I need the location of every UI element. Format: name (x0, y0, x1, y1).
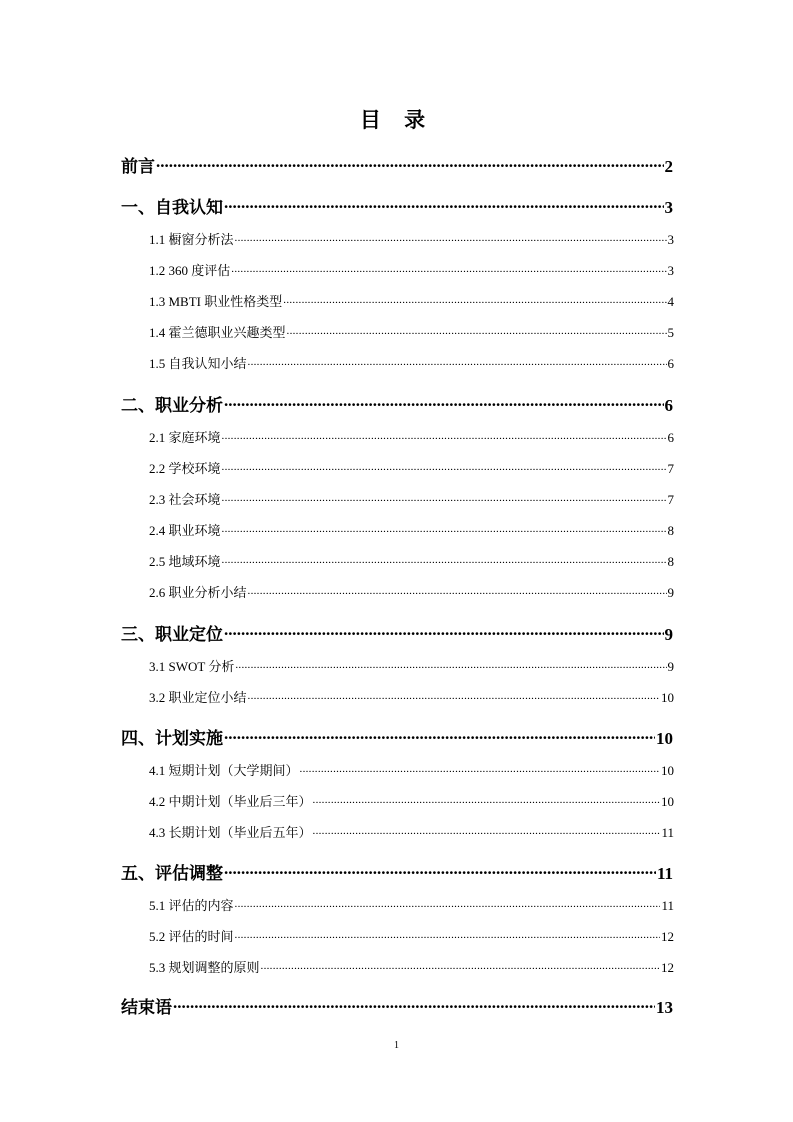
toc-section-entry[interactable] (149, 260, 674, 279)
toc-dot-leader (313, 793, 660, 806)
toc-entry-page-number: 11 (656, 864, 673, 883)
toc-section-entry[interactable] (149, 895, 674, 914)
toc-entry-label: 结束语 (121, 998, 172, 1018)
toc-dot-leader (224, 394, 664, 411)
toc-entry-page-number: 3 (664, 198, 673, 217)
toc-dot-leader (235, 928, 660, 941)
toc-dot-leader (222, 460, 667, 473)
toc-entry-page-number: 6 (667, 430, 674, 445)
toc-section-entry[interactable] (149, 458, 674, 477)
toc-entry-label: 5.1 评估的内容 (149, 898, 234, 913)
toc-entry-label: 5.3 规划调整的原则 (149, 960, 260, 975)
toc-entry-page-number: 9 (667, 585, 674, 600)
toc-section-entry[interactable] (149, 656, 674, 675)
toc-entry-page-number: 9 (667, 659, 674, 674)
toc-dot-leader (222, 522, 667, 535)
toc-entry-label: 4.2 中期计划（毕业后三年） (149, 794, 312, 809)
toc-entry-label: 4.1 短期计划（大学期间） (149, 763, 299, 778)
toc-title: 目 录 (359, 108, 434, 132)
toc-dot-leader (156, 155, 664, 172)
toc-entry-label: 1.2 360 度评估 (149, 263, 231, 278)
toc-entry-page-number: 10 (656, 729, 673, 748)
toc-entry-label: 2.5 地域环境 (149, 554, 221, 569)
toc-entry-label: 1.5 自我认知小结 (149, 356, 247, 371)
toc-entry-page-number: 7 (667, 461, 674, 476)
toc-section-entry[interactable] (149, 322, 674, 341)
toc-entry-label: 3.2 职业定位小结 (149, 690, 247, 705)
page-number: 1 (394, 1040, 399, 1051)
toc-dot-leader (283, 293, 666, 306)
toc-section-entry[interactable] (149, 822, 674, 841)
toc-entry-label: 一、自我认知 (121, 198, 223, 218)
toc-entry-page-number: 3 (667, 263, 674, 278)
toc-entry-label: 2.6 职业分析小结 (149, 585, 247, 600)
toc-section-entry[interactable] (149, 791, 674, 810)
toc-section-entry[interactable] (149, 582, 674, 601)
toc-chapter-entry[interactable] (121, 859, 673, 884)
toc-section-entry[interactable] (149, 760, 674, 779)
toc-chapter-entry[interactable] (121, 724, 673, 749)
toc-entry-label: 四、计划实施 (121, 729, 223, 749)
toc-entry-label: 2.4 职业环境 (149, 523, 221, 538)
toc-dot-leader (173, 996, 655, 1013)
toc-dot-leader (222, 553, 667, 566)
toc-entry-page-number: 10 (661, 794, 674, 809)
toc-section-entry[interactable] (149, 291, 674, 310)
toc-section-entry[interactable] (149, 229, 674, 248)
toc-entry-page-number: 6 (667, 356, 674, 371)
toc-chapter-entry[interactable] (121, 993, 673, 1018)
toc-entry-page-number: 2 (664, 157, 673, 176)
toc-entry-page-number: 12 (661, 929, 674, 944)
toc-dot-leader (287, 324, 667, 337)
toc-entry-label: 三、职业定位 (121, 625, 223, 645)
toc-entry-page-number: 12 (661, 960, 674, 975)
toc-entry-label: 5.2 评估的时间 (149, 929, 234, 944)
toc-entry-page-number: 13 (656, 998, 673, 1017)
toc-entry-page-number: 4 (667, 294, 674, 309)
toc-entry-label: 2.2 学校环境 (149, 461, 221, 476)
toc-entry-page-number: 8 (667, 554, 674, 569)
toc-chapter-entry[interactable] (121, 391, 673, 416)
toc-section-entry[interactable] (149, 520, 674, 539)
toc-entry-page-number: 10 (661, 690, 674, 705)
toc-entry-label: 前言 (121, 157, 155, 177)
toc-dot-leader (224, 862, 656, 879)
toc-entry-label: 五、评估调整 (121, 864, 223, 884)
toc-entry-page-number: 10 (661, 763, 674, 778)
toc-dot-leader (300, 762, 660, 775)
toc-dot-leader (248, 584, 667, 597)
toc-entry-page-number: 3 (667, 232, 674, 247)
toc-section-entry[interactable] (149, 926, 674, 945)
toc-section-entry[interactable] (149, 353, 674, 372)
toc-entry-page-number: 8 (667, 523, 674, 538)
toc-entry-label: 2.3 社会环境 (149, 492, 221, 507)
toc-dot-leader (235, 231, 667, 244)
toc-entry-page-number: 6 (664, 396, 673, 415)
toc-chapter-entry[interactable] (121, 193, 673, 218)
toc-entry-label: 4.3 长期计划（毕业后五年） (149, 825, 312, 840)
toc-entry-page-number: 7 (667, 492, 674, 507)
toc-dot-leader (224, 623, 664, 640)
toc-dot-leader (231, 262, 666, 275)
toc-dot-leader (235, 658, 666, 671)
toc-dot-leader (248, 355, 667, 368)
toc-entry-label: 1.3 MBTI 职业性格类型 (149, 294, 283, 309)
toc-entry-label: 3.1 SWOT 分析 (149, 659, 235, 674)
toc-section-entry[interactable] (149, 687, 674, 706)
toc-entry-page-number: 11 (661, 898, 674, 913)
toc-dot-leader (235, 897, 661, 910)
toc-dot-leader (222, 491, 667, 504)
toc-dot-leader (224, 196, 664, 213)
toc-entry-page-number: 9 (664, 625, 673, 644)
toc-dot-leader (261, 959, 660, 972)
toc-entry-label: 1.1 橱窗分析法 (149, 232, 234, 247)
toc-dot-leader (248, 689, 660, 702)
toc-chapter-entry[interactable] (121, 152, 673, 177)
toc-dot-leader (224, 727, 655, 744)
toc-entry-page-number: 5 (667, 325, 674, 340)
toc-dot-leader (222, 429, 667, 442)
toc-dot-leader (313, 824, 661, 837)
toc-chapter-entry[interactable] (121, 620, 673, 645)
toc-section-entry[interactable] (149, 489, 674, 508)
toc-section-entry[interactable] (149, 427, 674, 446)
toc-entry-label: 二、职业分析 (121, 396, 223, 416)
toc-entry-label: 2.1 家庭环境 (149, 430, 221, 445)
toc-section-entry[interactable] (149, 957, 674, 976)
toc-entry-page-number: 11 (661, 825, 674, 840)
toc-entry-label: 1.4 霍兰德职业兴趣类型 (149, 325, 286, 340)
toc-section-entry[interactable] (149, 551, 674, 570)
